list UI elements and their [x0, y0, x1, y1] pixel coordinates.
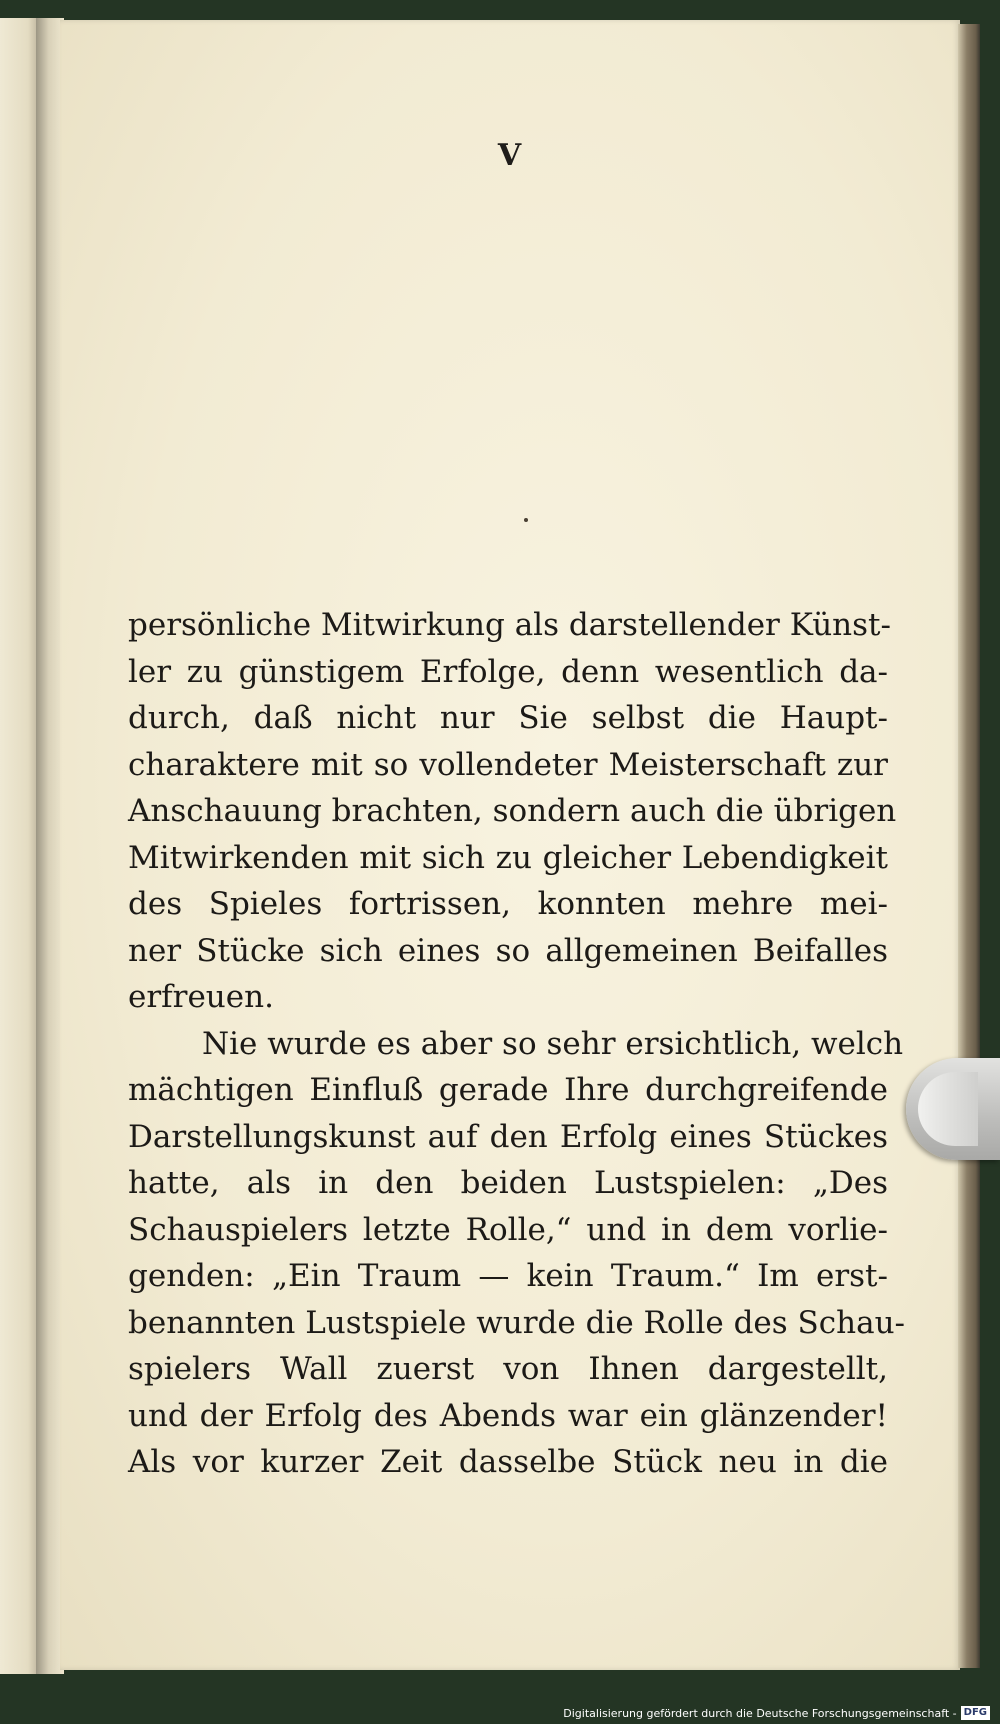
text-line: benannten Lustspiele wurde die Rolle des Schau-	[128, 1304, 906, 1341]
text-line: mächtigen Einfluß gerade Ihre durchgreifende	[128, 1072, 888, 1108]
text-line: ner Stücke sich eines so allgemeinen Beifalles	[128, 932, 888, 969]
text-line: charaktere mit so vollendeter Meisterschaft zur	[128, 746, 888, 783]
bookmark-clip-highlight	[918, 1072, 978, 1146]
dfg-logo: DFG	[961, 1706, 990, 1720]
bookmark-clip	[906, 1058, 1000, 1160]
text-line: und der Erfolg des Abends war ein glänzender!	[128, 1397, 888, 1434]
paper-speck	[524, 518, 528, 522]
book-page	[60, 20, 960, 1670]
text-line: spielers Wall zuerst von Ihnen dargestellt,	[128, 1351, 888, 1387]
text-line: durch, daß nicht nur Sie selbst die Haupt-	[128, 700, 888, 736]
body-text	[128, 602, 906, 1486]
page-stack-edge	[958, 24, 980, 1668]
text-line: Schauspielers letzte Rolle,“ und in dem vorlie-	[128, 1211, 888, 1248]
text-line: des Spieles fortrissen, konnten mehre mei-	[128, 886, 888, 922]
facing-page-edge	[0, 18, 40, 1674]
text-line: erfreuen.	[128, 979, 274, 1015]
text-line: hatte, als in den beiden Lustspielen: „Des	[128, 1165, 888, 1201]
text-line: Mitwirkenden mit sich zu gleicher Lebendigkeit	[128, 839, 888, 876]
text-line: Darstellungskunst auf den Erfolg eines Stückes	[128, 1118, 888, 1155]
text-line: genden: „Ein Traum — kein Traum.“ Im erst-	[128, 1258, 888, 1294]
text-line: Anschauung brachten, sondern auch die übrigen	[128, 793, 897, 829]
digitization-footer	[563, 1706, 990, 1720]
footer-credit: Digitalisierung gefördert durch die Deutsche Forschungsgemeinschaft -	[563, 1706, 957, 1720]
text-line: persönliche Mitwirkung als darstellender Künst-	[128, 607, 891, 643]
text-line: ler zu günstigem Erfolge, denn wesentlich da-	[128, 653, 888, 690]
text-line: Als vor kurzer Zeit dasselbe Stück neu in die	[128, 1444, 888, 1480]
text-line: Nie wurde es aber so sehr ersichtlich, welch	[202, 1025, 904, 1062]
page-number: V	[497, 138, 523, 173]
